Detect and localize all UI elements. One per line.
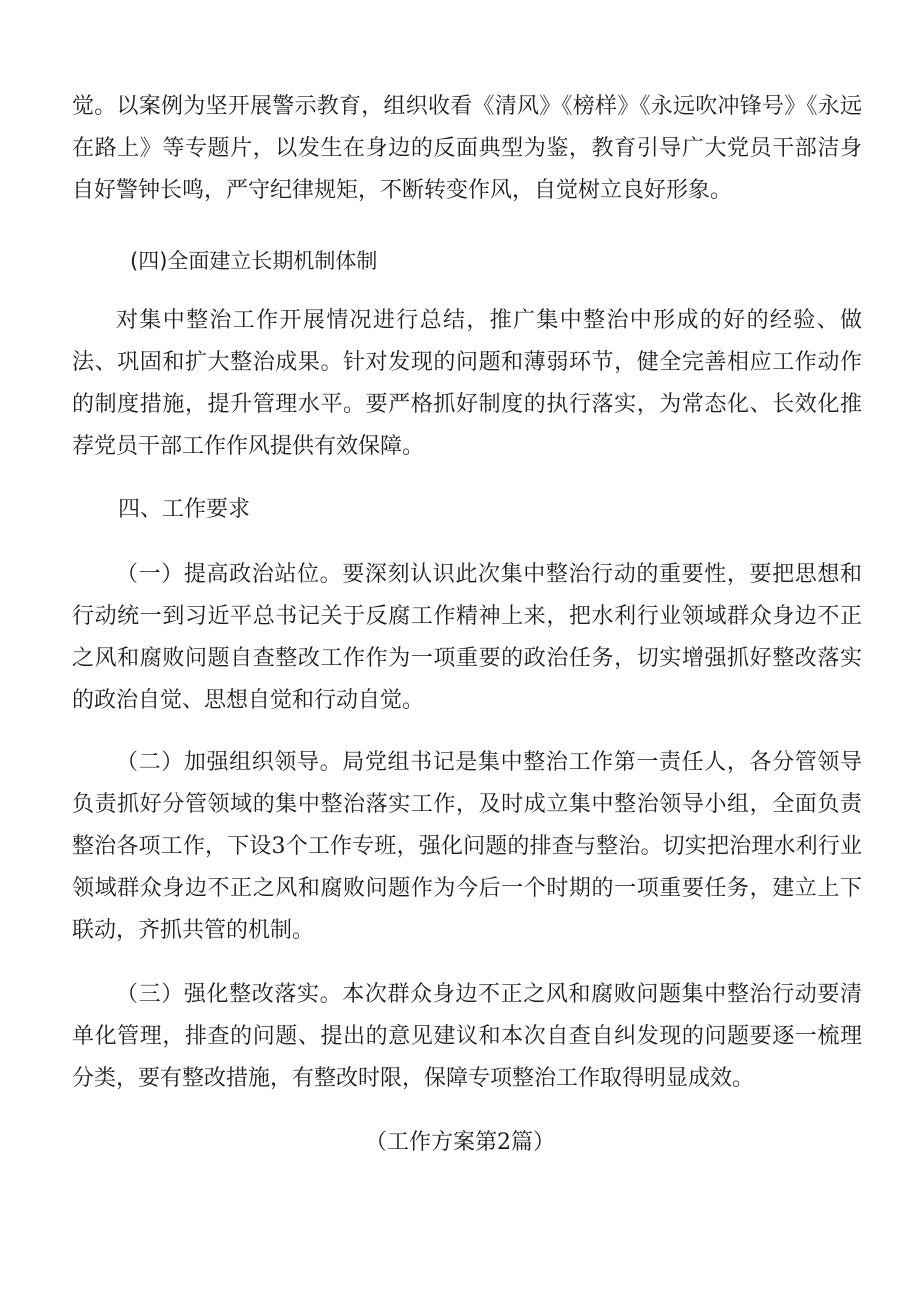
requirement-item-3: （三）强化整改落实。本次群众身边不正之风和腐败问题集中整治行动要清单化管理，排查的问题、提出的意见建议和本次自查自纠发现的问题要逐一梳理分类，要有整改措施，有整改时限，保障专项整治工作取得明显成效。 <box>72 982 862 1091</box>
footer-caption: （工作方案第2篇） <box>365 1130 555 1155</box>
continuation-paragraph: 觉。以案例为坚开展警示教育，组织收看《清风》《榜样》《永远吹冲锋号》《永远在路上》等专题片，以发生在身边的反面典型为鉴，教育引导广大党员干部洁身自好警钟长鸣，严守纪律规矩，不断转变作风，自觉树立良好形象。 <box>72 94 862 203</box>
section-4-paragraph: 对集中整治工作开展情况进行总结，推广集中整治中形成的好的经验、做法、巩固和扩大整治成果。针对发现的问题和薄弱环节，健全完善相应工作动作的制度措施，提升管理水平。要严格抓好制度的执行落实，为常态化、长效化推荐党员干部工作作风提供有效保障。 <box>72 308 862 459</box>
section-4-heading: (四)全面建立长期机制体制 <box>130 249 378 273</box>
requirement-item-2: （二）加强组织领导。局党组书记是集中整治工作第一责任人，各分管领导负责抓好分管领域的集中整治落实工作，及时成立集中整治领导小组，全面负责整治各项工作，下设3个工作专班，强化问题的排查与整治。切实把治理水利行业领域群众身边不正之风和腐败问题作为今后一个时期的一项重要任务，建立上下联动，齐抓共管的机制。 <box>72 750 862 943</box>
requirements-heading: 四、工作要求 <box>118 497 251 522</box>
requirement-item-1: （一）提高政治站位。要深刻认识此次集中整治行动的重要性，要把思想和行动统一到习近平总书记关于反腐工作精神上来，把水利行业领域群众身边不正之风和腐败问题自查整改工作作为一项重要的政治任务，切实增强抓好整改落实的政治自觉、思想自觉和行动自觉。 <box>72 562 862 713</box>
